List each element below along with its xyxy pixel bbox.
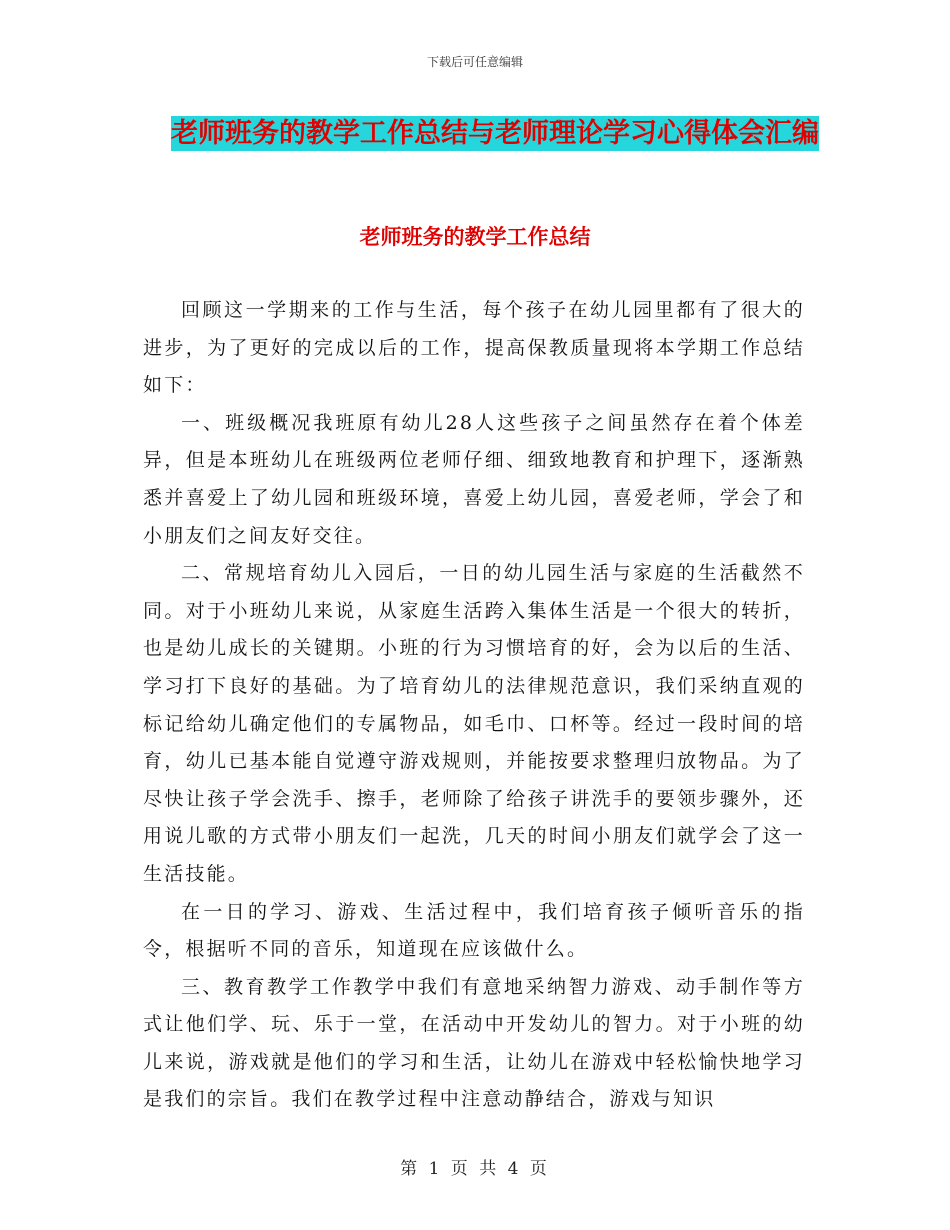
document-body [143,292,805,1119]
page-footer: 第 1 页 共 4 页 [400,1159,550,1179]
paragraph: 在一日的学习、游戏、生活过程中，我们培育孩子倾听音乐的指令，根据听不同的音乐，知道现在应该做什么。 [143,900,805,961]
paragraph: 三、教育教学工作教学中我们有意地采纳智力游戏、动手制作等方式让他们学、玩、乐于一堂，在活动中开发幼儿的智力。对于小班的幼儿来说，游戏就是他们的学习和生活，让幼儿在游戏中轻松愉快地学习是我们的宗旨。我们在教学过程中注意动静结合，游戏与知识 [143,975,805,1111]
paragraph: 回顾这一学期来的工作与生活，每个孩子在幼儿园里都有了很大的进步，为了更好的完成以后的工作，提高保教质量现将本学期工作总结如下： [143,299,805,397]
document-title [170,111,820,156]
page-header: 下载后可任意编辑 [426,55,523,69]
paragraph: 一、班级概况我班原有幼儿28人这些孩子之间虽然存在着个体差异，但是本班幼儿在班级两位老师仔细、细致地教育和护理下，逐渐熟悉并喜爱上了幼儿园和班级环境，喜爱上幼儿园，喜爱老师，学会了和小朋友们之间友好交往。 [143,411,805,547]
document-title-text: 老师班务的教学工作总结与老师理论学习心得体会汇编 [171,118,819,149]
section-title: 老师班务的教学工作总结 [359,224,591,249]
paragraph: 二、常规培育幼儿入园后，一日的幼儿园生活与家庭的生活截然不同。对于小班幼儿来说，从家庭生活跨入集体生活是一个很大的转折，也是幼儿成长的关键期。小班的行为习惯培育的好，会为以后的生活、学习打下良好的基础。为了培育幼儿的法律规范意识，我们采纳直观的标记给幼儿确定他们的专属物品，如毛巾、口杯等。经过一段时间的培育，幼儿已基本能自觉遵守游戏规则，并能按要求整理归放物品。为了尽快让孩子学会洗手、擦手，老师除了给孩子讲洗手的要领步骤外，还用说儿歌的方式带小朋友们一起洗，几天的时间小朋友们就学会了这一生活技能。 [143,562,805,885]
